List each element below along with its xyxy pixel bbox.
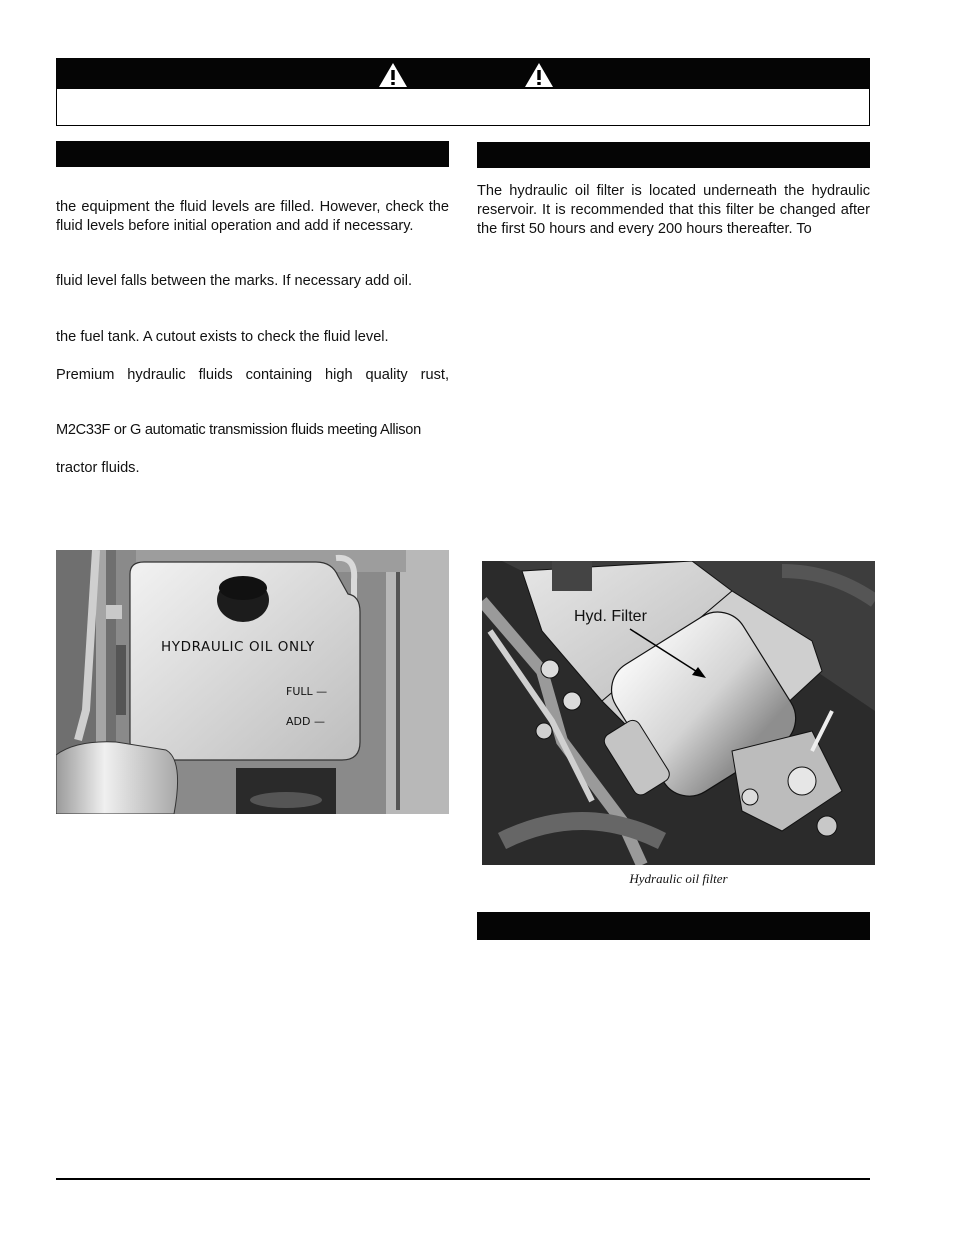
section-header-next [477, 912, 870, 940]
paragraph-fuel-tank: the fuel tank. A cutout exists to check the fluid level. [56, 329, 389, 345]
footer-rule [56, 1178, 870, 1180]
add-mark-label: ADD — [286, 715, 325, 728]
paragraph-fluid-check: the equipment the fluid levels are filled. However, check the fluid levels before initial operation and add if necessary. [56, 199, 449, 234]
paragraph-tractor-fluids: tractor fluids. [56, 460, 140, 476]
warning-triangle-icon [524, 62, 554, 88]
warning-triangle-icon [378, 62, 408, 88]
paragraph-fluid-level: fluid level falls between the marks. If necessary add oil. [56, 273, 413, 289]
hydraulic-tank-photo [56, 550, 449, 814]
filter-callout-label: Hyd. Filter [574, 608, 647, 625]
warning-header-bar [56, 58, 870, 89]
figure-caption: Hydraulic oil filter [629, 871, 728, 886]
warning-message-box [56, 89, 870, 126]
hydraulic-filter-photo [482, 561, 875, 865]
paragraph-transmission-fluids: M2C33F or G automatic transmission fluids meeting Allison [56, 422, 421, 438]
tank-label: HYDRAULIC OIL ONLY [161, 639, 315, 655]
full-mark-label: FULL — [286, 685, 328, 698]
section-header-hydraulic-filter [477, 142, 870, 168]
paragraph-hydraulic-filter: The hydraulic oil filter is located underneath the hydraulic reservoir. It is recommended that this filter be changed after the first 50 hours and every 200 hours thereafter. To [477, 183, 870, 237]
paragraph-premium-fluids: Premium hydraulic fluids containing high quality rust, [56, 367, 449, 383]
section-header-fluid-levels [56, 141, 449, 167]
